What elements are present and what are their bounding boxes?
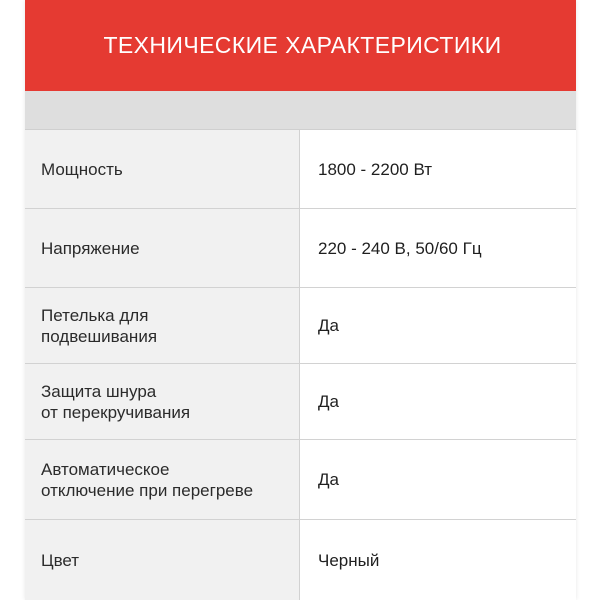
spec-row-cord-protection — [25, 364, 576, 440]
spec-value: Черный — [318, 550, 380, 570]
spec-value: Да — [318, 470, 339, 489]
spec-row-voltage — [25, 209, 576, 288]
spec-label: Цвет — [41, 550, 80, 570]
spec-value-cell — [300, 209, 576, 287]
header-bar — [25, 0, 576, 91]
spec-value: Да — [318, 392, 339, 411]
spec-label-cell — [25, 130, 300, 208]
header-divider-band — [25, 91, 576, 130]
spec-card — [25, 0, 576, 600]
spec-value-cell — [300, 288, 576, 363]
spec-value-cell — [300, 130, 576, 208]
spec-row-auto-shutoff — [25, 440, 576, 520]
spec-label: Защита шнура от перекручивания — [41, 381, 191, 422]
spec-value: 1800 - 2200 Вт — [318, 159, 433, 179]
spec-label: Автоматическое отключение при перегреве — [41, 459, 254, 500]
page-title: ТЕХНИЧЕСКИЕ ХАРАКТЕРИСТИКИ — [103, 32, 502, 58]
spec-label-cell — [25, 440, 300, 519]
spec-label-cell — [25, 209, 300, 287]
spec-row-power — [25, 130, 576, 209]
spec-value: Да — [318, 316, 339, 335]
spec-value-cell — [300, 364, 576, 439]
spec-row-hanging-loop — [25, 288, 576, 364]
spec-row-color — [25, 520, 576, 600]
spec-label: Напряжение — [41, 238, 140, 258]
spec-value: 220 - 240 В, 50/60 Гц — [318, 238, 482, 258]
spec-value-cell — [300, 440, 576, 519]
spec-label: Мощность — [41, 159, 123, 179]
spec-label-cell — [25, 520, 300, 600]
spec-label: Петелька для подвешивания — [41, 305, 158, 346]
spec-value-cell — [300, 520, 576, 600]
spec-label-cell — [25, 288, 300, 363]
spec-table — [25, 130, 576, 600]
spec-label-cell — [25, 364, 300, 439]
